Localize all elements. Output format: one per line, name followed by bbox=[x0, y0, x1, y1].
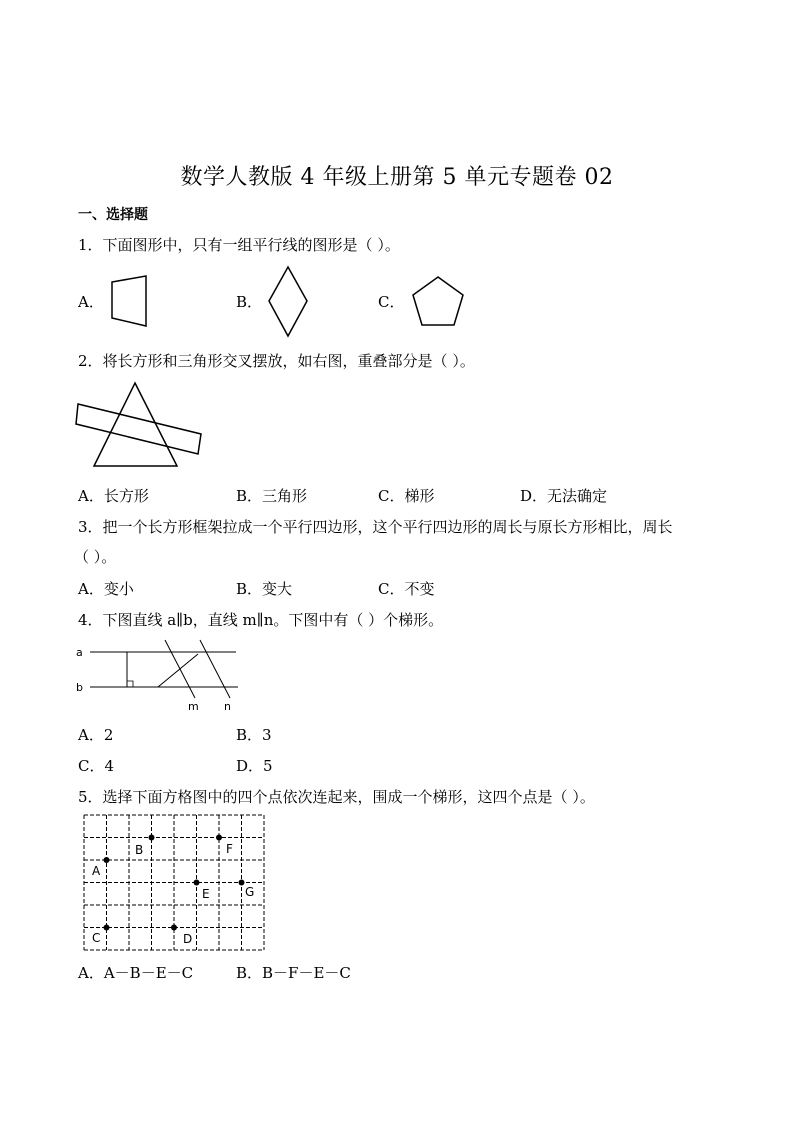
question-1-stem: 1．下面图形中，只有一组平行线的图形是（ ）。 bbox=[78, 236, 400, 254]
question-5-stem: 5．选择下面方格图中的四个点依次连起来，围成一个梯形，这四个点是（ ）。 bbox=[78, 788, 595, 806]
grid-label-e: E bbox=[202, 887, 210, 901]
grid-label-c: C bbox=[92, 931, 101, 945]
grid-point-e bbox=[194, 880, 200, 886]
q1-rhombus-figure bbox=[266, 264, 310, 340]
grid-point-g bbox=[239, 880, 245, 886]
q3-option-a: A．变小 bbox=[78, 580, 134, 598]
question-3-stem-line-1: 3．把一个长方形框架拉成一个平行四边形，这个平行四边形的周长与原长方形相比，周长 bbox=[78, 518, 673, 536]
q5-option-b: B．B－F－E－C bbox=[236, 964, 351, 982]
page-title: 数学人教版 4 年级上册第 5 单元专题卷 02 bbox=[180, 165, 614, 190]
grid-label-b: B bbox=[135, 843, 144, 857]
grid-point-a bbox=[104, 857, 110, 863]
q2-option-a: A．长方形 bbox=[78, 487, 149, 505]
question-2-stem: 2．将长方形和三角形交叉摆放，如右图，重叠部分是（ ）。 bbox=[78, 352, 475, 370]
q2-rectangle-triangle-figure bbox=[74, 380, 206, 470]
q1-pentagon-figure bbox=[410, 274, 466, 328]
section-heading: 一、选择题 bbox=[78, 207, 148, 223]
q1-option-c-label: C． bbox=[378, 293, 405, 311]
q2-option-d: D．无法确定 bbox=[520, 487, 608, 505]
grid-point-f bbox=[216, 835, 222, 841]
q5-option-a: A．A－B－E－C bbox=[78, 964, 194, 982]
q4-option-b: B．3 bbox=[236, 726, 272, 744]
grid-point-b bbox=[149, 835, 155, 841]
q1-trapezoid-figure bbox=[108, 274, 152, 328]
q5-grid-figure bbox=[82, 813, 268, 953]
q3-option-c: C．不变 bbox=[378, 580, 435, 598]
grid-label-g: G bbox=[245, 885, 255, 899]
q1-option-a-label: A． bbox=[78, 293, 104, 311]
question-4-stem: 4．下图直线 a∥b，直线 m∥n。下图中有（ ）个梯形。 bbox=[78, 611, 444, 629]
grid-point-c bbox=[104, 925, 110, 931]
q4-parallel-lines-figure bbox=[70, 640, 250, 716]
q2-option-b: B．三角形 bbox=[236, 487, 308, 505]
q2-option-c: C．梯形 bbox=[378, 487, 435, 505]
q4-option-a: A．2 bbox=[78, 726, 114, 744]
q3-option-b: B．变大 bbox=[236, 580, 293, 598]
line-m-label: m bbox=[188, 700, 199, 713]
grid-label-a: A bbox=[92, 864, 101, 878]
line-b-label: b bbox=[76, 681, 83, 694]
q4-option-d: D．5 bbox=[236, 757, 273, 775]
line-n-label: n bbox=[224, 700, 231, 713]
q4-option-c: C．4 bbox=[78, 757, 115, 775]
grid-label-f: F bbox=[226, 842, 233, 856]
q1-option-b-label: B． bbox=[236, 293, 263, 311]
question-3-stem-line-2: （ ）。 bbox=[74, 548, 117, 566]
grid-point-d bbox=[171, 925, 177, 931]
grid-label-d: D bbox=[183, 932, 193, 946]
line-a-label: a bbox=[76, 646, 83, 659]
